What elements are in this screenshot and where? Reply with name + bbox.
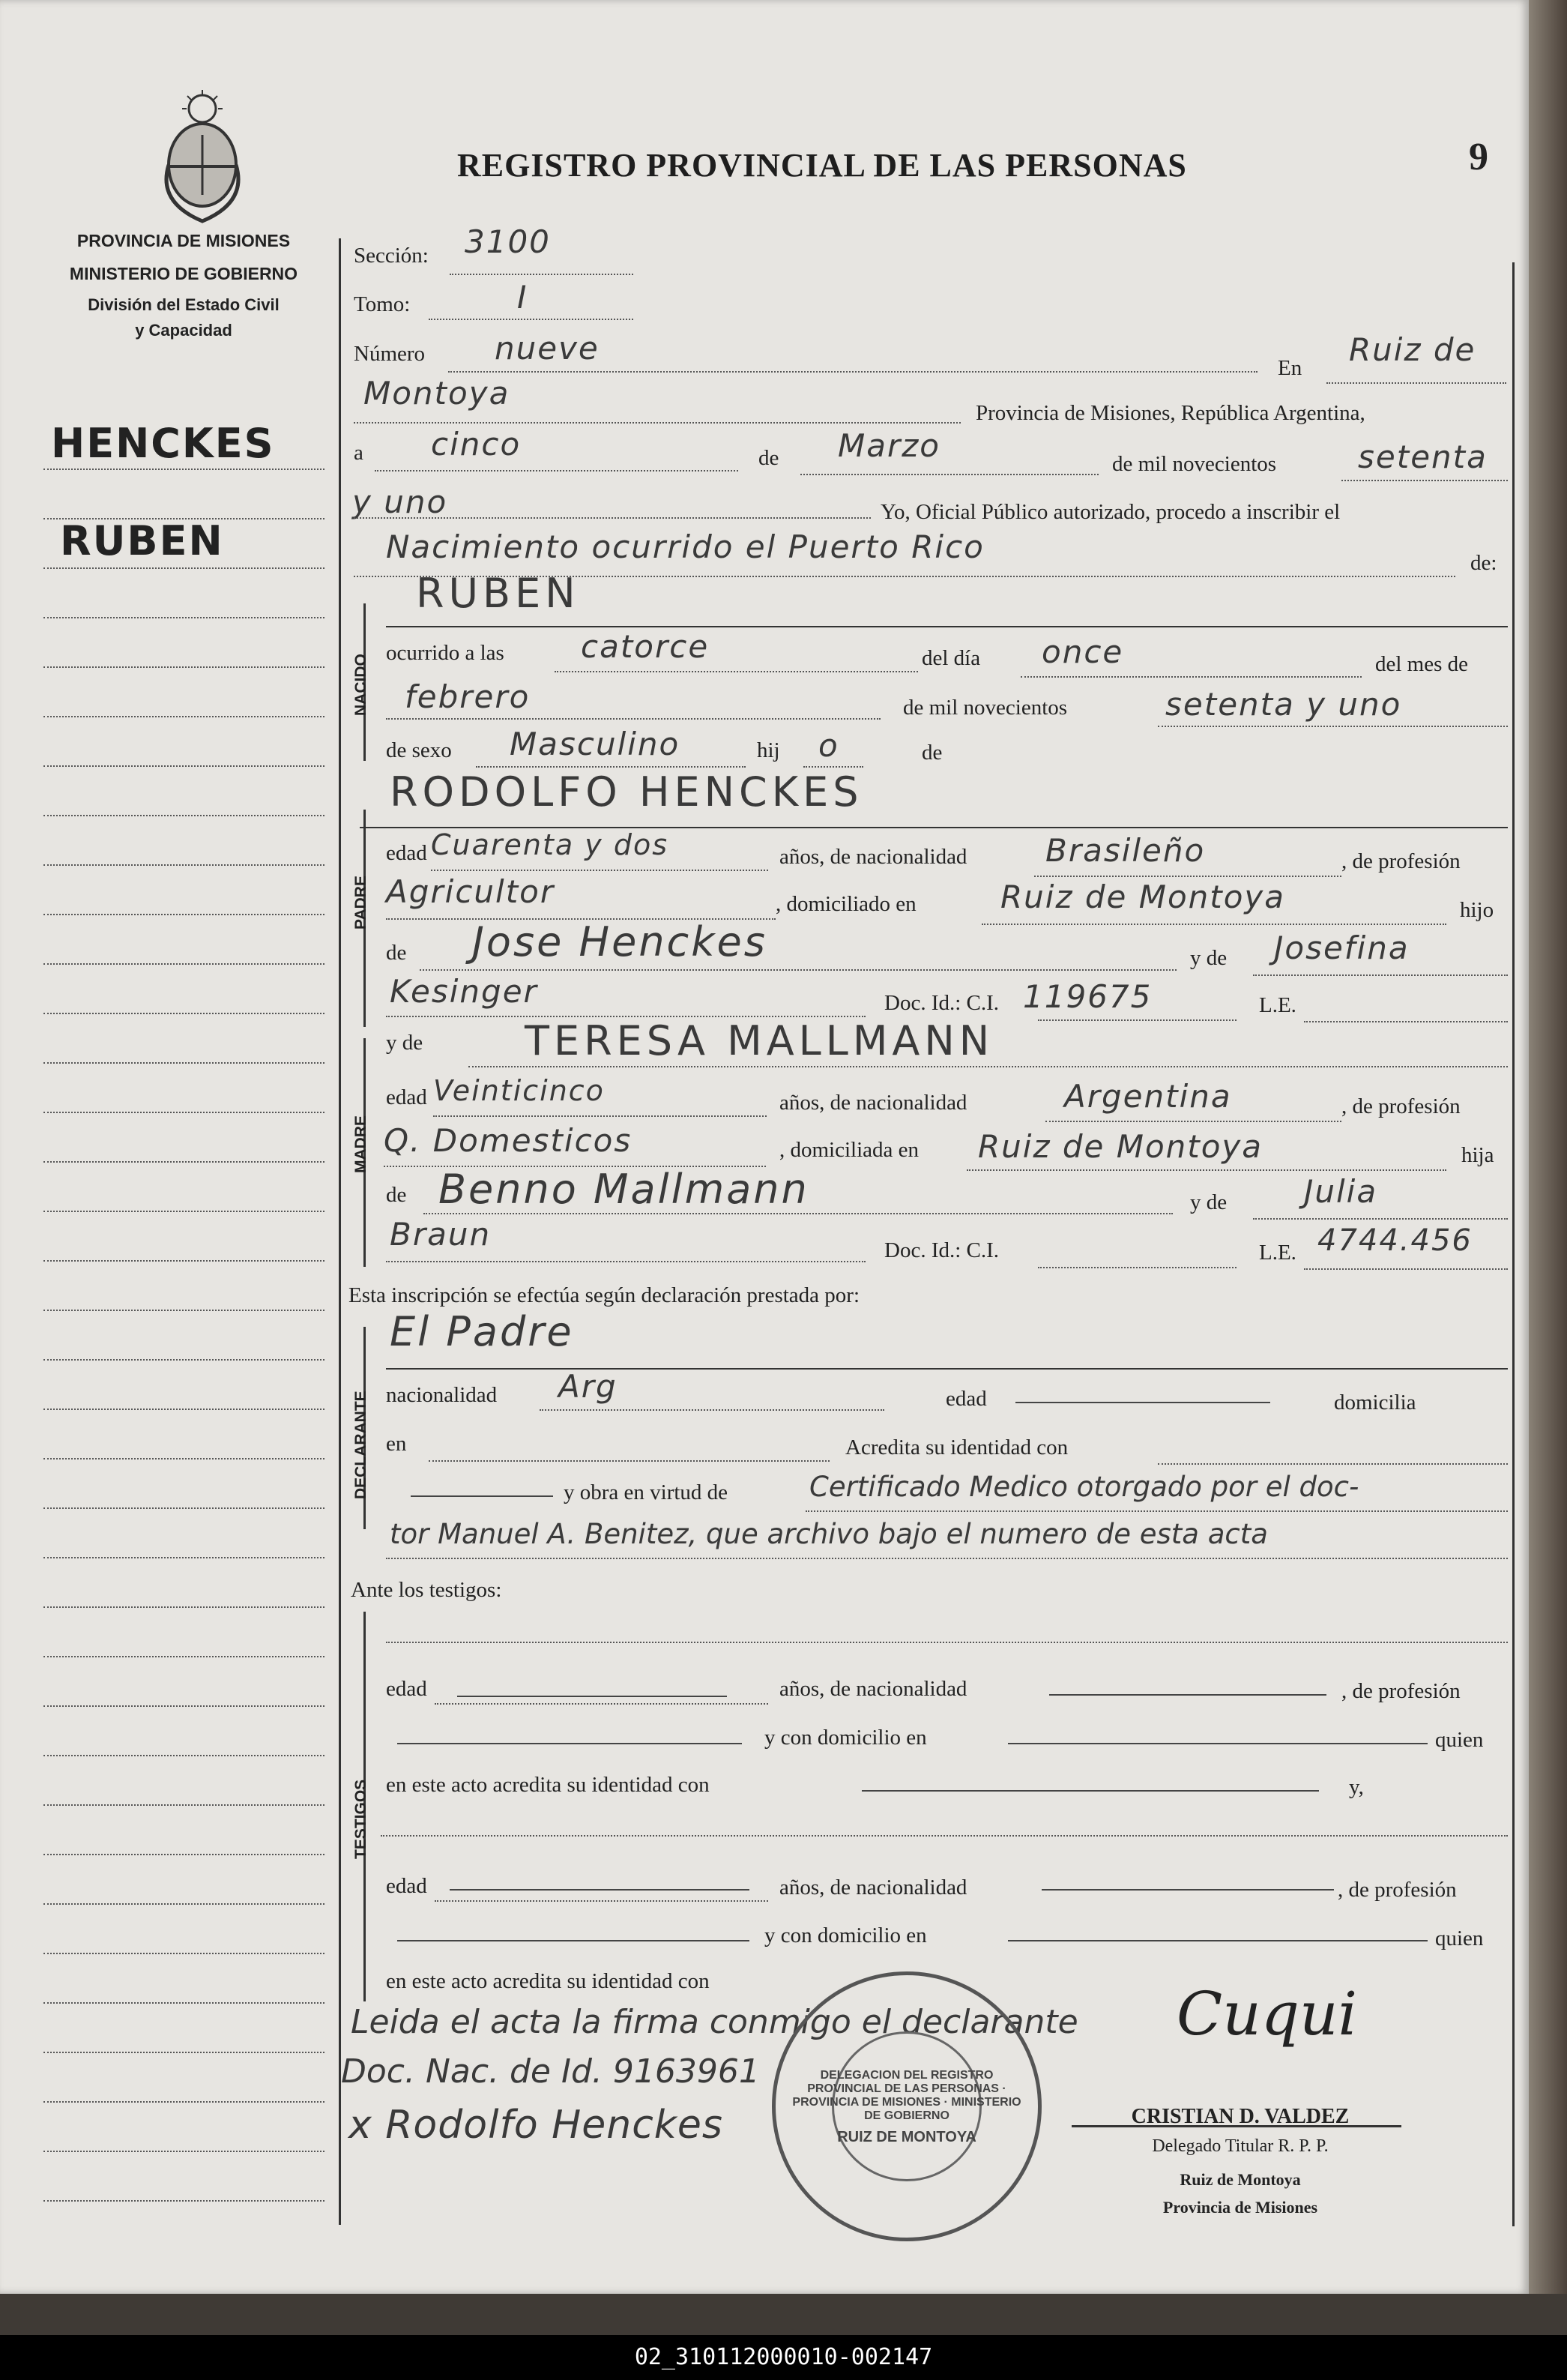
padre-dom-line: [982, 924, 1446, 925]
margin-rule: [43, 2052, 324, 2053]
margin-rule: [43, 1606, 324, 1608]
margin-surname: HENCKES: [51, 420, 275, 467]
madre-yde2-label: y de: [1190, 1190, 1228, 1214]
margin-rule: [43, 1310, 324, 1311]
padre-dom-value: Ruiz de Montoya: [1000, 879, 1286, 915]
declarante-acredita-line: [1158, 1463, 1508, 1465]
de-label: de: [758, 446, 779, 470]
seccion-line: [450, 274, 633, 275]
declarante-value-line: [386, 1368, 1508, 1370]
madre-yde-label: y de: [386, 1031, 423, 1055]
day-line: [375, 470, 738, 472]
madre-name-line: [468, 1066, 1508, 1067]
testigo2-edad-dash: [450, 1889, 749, 1891]
testigo1-prof-label: , de profesión: [1341, 1679, 1461, 1703]
madre-le-line: [1304, 1268, 1508, 1270]
year-value: setenta: [1358, 439, 1488, 475]
margin-rule: [43, 2101, 324, 2103]
numero-line: [448, 371, 1257, 373]
margin-rule: [43, 617, 324, 618]
declarante-acredita-label: Acredita su identidad con: [845, 1435, 1069, 1459]
hijo-label: hij: [757, 738, 780, 762]
margin-rule: [43, 914, 324, 915]
padre-le-line: [1304, 1021, 1508, 1022]
madre-hija-label: hija: [1461, 1143, 1494, 1167]
testigo2-name-line: [381, 1835, 1508, 1837]
padre-prof-value: Agricultor: [386, 873, 555, 910]
declarante-section-label: DECLARANTE: [352, 1391, 369, 1499]
oficial-label: Yo, Oficial Público autorizado, procedo a inscribir el: [881, 500, 1341, 524]
margin-rule: [43, 1458, 324, 1459]
margin-rule: [43, 2151, 324, 2152]
margin-given-name: RUBEN: [60, 517, 224, 564]
sexo-label: de sexo: [386, 738, 452, 762]
closing-line-2: Doc. Nac. de Id. 9163961: [341, 2052, 760, 2091]
ministry-label: MINISTERIO DE GOBIERNO: [69, 264, 298, 283]
hora-line: [555, 671, 918, 672]
declarante-nac-line: [540, 1409, 884, 1411]
seccion-value: 3100: [465, 223, 551, 260]
padre-prof-label: , de profesión: [1341, 849, 1461, 873]
madre-dom-line: [967, 1169, 1446, 1171]
madre-name: TERESA MALLMANN: [525, 1017, 994, 1064]
padre-le-label: L.E.: [1259, 993, 1296, 1017]
day-value: cinco: [431, 426, 522, 463]
padre-nac-line: [1034, 876, 1341, 877]
padre-de-label: de: [386, 941, 407, 965]
year-line: [1341, 480, 1508, 481]
padre-mother-line: [1253, 974, 1508, 976]
numero-label: Número: [354, 342, 426, 366]
declarante-value: El Padre: [390, 1308, 574, 1355]
testigo2-prof-dash: [397, 1940, 749, 1941]
madre-mother-line: [1253, 1218, 1508, 1220]
padre-father-line: [420, 969, 1177, 971]
declarante-obra-label: y obra en virtud de: [564, 1480, 728, 1504]
image-caption: 02_310112000010-002147: [0, 2335, 1567, 2380]
testigo1-edad-line: [435, 1703, 768, 1705]
anio-line: [1158, 726, 1508, 727]
margin-rule: [43, 864, 324, 866]
testigo2-dom-dash: [1008, 1940, 1428, 1941]
page-title: REGISTRO PROVINCIAL DE LAS PERSONAS: [457, 147, 1187, 184]
testigo2-prof-label: , de profesión: [1338, 1878, 1457, 1902]
margin-rule: [43, 1112, 324, 1113]
place-line: [354, 422, 961, 424]
margin-rule: [43, 666, 324, 668]
closing-line-1: Leida el acta la firma conmigo el declarante: [351, 2003, 1078, 2041]
padre-name: RODOLFO HENCKES: [390, 768, 863, 816]
margin-rule: [43, 815, 324, 816]
margin-rule: [43, 1507, 324, 1509]
margin-rule: [43, 1013, 324, 1014]
testigo2-acredita-label: en este acto acredita su identidad con: [386, 1969, 710, 1993]
event-value: Nacimiento ocurrido el Puerto Rico: [386, 528, 985, 565]
declarante-obra-value: Certificado Medico otorgado por el doc-: [809, 1471, 1359, 1503]
en-value: Ruiz de: [1349, 331, 1476, 368]
declarante-en-label: en: [386, 1432, 407, 1456]
month-line: [800, 474, 1099, 475]
anio-label: de mil novecientos: [903, 696, 1068, 720]
margin-rule: [43, 716, 324, 717]
margin-rule: [43, 1953, 324, 1954]
testigo1-quien-label: quien: [1435, 1728, 1484, 1752]
madre-dom-label: , domiciliada en: [779, 1138, 920, 1162]
mes-value: febrero: [405, 678, 531, 715]
margin-rule: [43, 1804, 324, 1806]
padre-edad-label: edad: [386, 841, 427, 865]
padre-section-label: PADRE: [352, 876, 369, 930]
padre-doc-line: [1038, 1019, 1237, 1021]
testigo1-dom-dash: [1008, 1743, 1428, 1744]
declarante-obra-value-2: tor Manuel A. Benitez, que archivo bajo el numero de esta acta: [390, 1518, 1268, 1550]
year-value-2: y uno: [352, 483, 448, 520]
margin-rule: [43, 1260, 324, 1262]
madre-edad-label: edad: [386, 1085, 427, 1109]
madre-nac-label: años, de nacionalidad: [779, 1091, 967, 1115]
hora-label: ocurrido a las: [386, 641, 504, 665]
testigo2-edad-line: [435, 1900, 768, 1902]
dia-value: once: [1042, 633, 1124, 670]
margin-rule: [43, 1062, 324, 1064]
official-title: Delegado Titular R. P. P.: [1152, 2136, 1329, 2156]
margin-rule: [43, 2002, 324, 2004]
padre-yde-label: y de: [1190, 946, 1228, 970]
month-value: Marzo: [838, 427, 940, 464]
testigo1-nac-label: años, de nacionalidad: [779, 1677, 967, 1701]
mes-label: del mes de: [1375, 652, 1469, 676]
margin-rule: [43, 1359, 324, 1361]
margin-rule: [43, 1557, 324, 1558]
padre-nac-label: años, de nacionalidad: [779, 845, 967, 869]
margin-rule: [43, 1409, 324, 1410]
padre-doc-label: Doc. Id.: C.I.: [884, 991, 1000, 1015]
numero-value: nueve: [495, 330, 600, 367]
seccion-label: Sección:: [354, 244, 429, 268]
testigo1-nac-dash: [1049, 1694, 1326, 1696]
hijo-line: [803, 766, 863, 768]
madre-prof-label: , de profesión: [1341, 1094, 1461, 1118]
seal-place: RUIZ DE MONTOYA: [837, 2129, 976, 2145]
declarante-nac-value: Arg: [558, 1368, 618, 1405]
tomo-line: [429, 319, 633, 320]
testigos-section-label: TESTIGOS: [352, 1779, 369, 1859]
hora-value: catorce: [581, 628, 710, 665]
anio-value: setenta y uno: [1165, 686, 1402, 723]
margin-rule: [43, 2200, 324, 2202]
sexo-value: Masculino: [510, 726, 680, 762]
hijo-value: o: [818, 727, 839, 764]
madre-nac-line: [1045, 1121, 1341, 1122]
madre-le-label: L.E.: [1259, 1241, 1296, 1265]
testigo1-edad-label: edad: [386, 1677, 427, 1701]
en-label: En: [1278, 356, 1302, 380]
margin-rule: [43, 1656, 324, 1657]
declarante-intro: Esta inscripción se efectúa según declaración prestada por:: [348, 1283, 860, 1307]
madre-le-value: 4744.456: [1317, 1223, 1473, 1258]
place-value: Montoya: [363, 375, 510, 412]
tomo-value: I: [517, 279, 528, 316]
testigo2-nac-dash: [1042, 1889, 1334, 1891]
testigo1-y-label: y,: [1349, 1775, 1364, 1799]
padre-nac-value: Brasileño: [1045, 832, 1206, 869]
province-label: PROVINCIA DE MISIONES: [76, 231, 291, 250]
padre-mother-value: Josefina: [1274, 930, 1410, 966]
margin-rule: [43, 567, 324, 569]
nacido-name: RUBEN: [416, 570, 580, 617]
sexo-line: [476, 766, 746, 768]
declarant-signature: x Rodolfo Henckes: [348, 2103, 724, 2148]
padre-father-value: Jose Henckes: [472, 918, 767, 965]
declarante-edad-label: edad: [946, 1387, 987, 1411]
testigo2-nac-label: años, de nacionalidad: [779, 1876, 967, 1900]
testigo1-acredita-label: en este acto acredita su identidad con: [386, 1773, 710, 1797]
padre-doc-value: 119675: [1023, 978, 1153, 1015]
madre-de-label: de: [386, 1183, 407, 1207]
frame-left-border: [339, 238, 341, 2225]
madre-dom-value: Ruiz de Montoya: [978, 1128, 1263, 1165]
madre-prof-value: Q. Domesticos: [384, 1122, 632, 1159]
margin-rule: [43, 469, 324, 470]
page-number: 9: [1469, 136, 1488, 178]
margin-rule: [43, 1161, 324, 1163]
margin-rule: [43, 1854, 324, 1855]
margin-rule: [43, 1903, 324, 1905]
madre-section-label: MADRE: [352, 1115, 369, 1173]
official-signature: Cuqui: [1177, 1979, 1358, 2049]
official-place-2: Provincia de Misiones: [1162, 2198, 1318, 2217]
declarante-edad-dash: [1015, 1402, 1270, 1403]
madre-mother-value-2: Braun: [390, 1216, 492, 1253]
tomo-label: Tomo:: [354, 292, 411, 316]
official-place-1: Ruiz de Montoya: [1180, 2170, 1301, 2189]
declarante-obra-line: [806, 1510, 1508, 1512]
book-edge: [1529, 0, 1567, 2294]
division-label: División del Estado Civil: [88, 295, 280, 314]
margin-rule: [43, 1705, 324, 1707]
declarante-nac-label: nacionalidad: [386, 1383, 498, 1407]
padre-hijo-label: hijo: [1460, 898, 1494, 922]
madre-edad-line: [433, 1115, 767, 1117]
division-label-2: y Capacidad: [135, 321, 232, 340]
madre-mother-line-2: [386, 1261, 866, 1262]
year-line-2: [354, 517, 871, 519]
a-label: a: [354, 441, 363, 465]
testigo2-quien-label: quien: [1435, 1926, 1484, 1950]
frame-right-border: [1512, 262, 1515, 2226]
margin-rule: [43, 963, 324, 965]
madre-doc-label: Doc. Id.: C.I.: [884, 1238, 1000, 1262]
padre-edad-value: Cuarenta y dos: [431, 828, 668, 861]
testigo1-prof-dash: [397, 1743, 742, 1744]
de-colon-label: de:: [1470, 551, 1497, 575]
testigo1-edad-dash: [457, 1696, 727, 1697]
nacido-de-label: de: [922, 741, 943, 765]
dia-label: del día: [922, 646, 981, 670]
testigo1-dom-label: y con domicilio en: [764, 1726, 927, 1750]
margin-rule: [43, 765, 324, 767]
padre-edad-line: [431, 870, 768, 871]
madre-nac-value: Argentina: [1064, 1078, 1232, 1115]
madre-father-line: [423, 1213, 1173, 1214]
nacido-section-label: NACIDO: [352, 654, 369, 716]
madre-doc-line: [1038, 1267, 1237, 1268]
en-line: [1326, 382, 1506, 384]
year-label: de mil novecientos: [1112, 452, 1277, 476]
margin-rule: [43, 1211, 324, 1212]
padre-dom-label: , domiciliado en: [776, 892, 917, 916]
declarante-obra-line-2: [386, 1558, 1508, 1559]
testigo1-name-line: [386, 1642, 1508, 1643]
testigo2-edad-label: edad: [386, 1874, 427, 1898]
seal-text: DELEGACION DEL REGISTRO PROVINCIAL DE LAS PERSONAS · PROVINCIA DE MISIONES · MINISTERIO DE GOBIERNO: [792, 2069, 1021, 2122]
testigo2-dom-label: y con domicilio en: [764, 1923, 927, 1947]
madre-father-value: Benno Mallmann: [438, 1166, 809, 1213]
margin-rule: [43, 1755, 324, 1756]
declarante-en-line: [429, 1460, 830, 1462]
madre-edad-value: Veinticinco: [433, 1074, 605, 1107]
testigo1-acredita-dash: [862, 1790, 1319, 1792]
provincia-label: Provincia de Misiones, República Argentina,: [976, 401, 1365, 425]
declarante-dom-label: domicilia: [1334, 1391, 1416, 1415]
madre-mother-value: Julia: [1304, 1173, 1378, 1210]
official-name: CRISTIAN D. VALDEZ: [1131, 2105, 1350, 2128]
mes-line: [386, 718, 881, 720]
testigos-intro: Ante los testigos:: [351, 1578, 502, 1602]
nacido-name-line: [386, 626, 1508, 627]
declarante-dash: [411, 1495, 553, 1497]
padre-mother-value-2: Kesinger: [390, 973, 538, 1010]
dia-line: [1021, 676, 1362, 678]
argentina-coat-of-arms-icon: [154, 90, 251, 225]
